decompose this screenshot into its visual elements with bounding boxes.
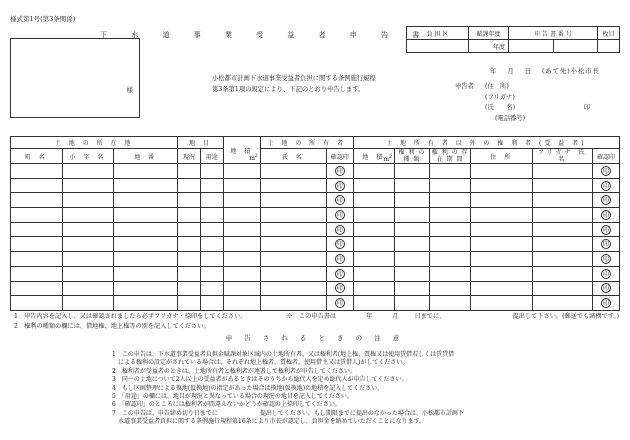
table-cell[interactable] bbox=[430, 296, 471, 311]
table-cell[interactable] bbox=[11, 252, 63, 267]
table-cell[interactable] bbox=[200, 237, 223, 252]
table-cell[interactable] bbox=[178, 237, 201, 252]
table-cell[interactable] bbox=[533, 237, 593, 252]
table-cell[interactable] bbox=[223, 222, 260, 237]
seal-mark: 印 bbox=[336, 167, 343, 175]
table-cell[interactable] bbox=[430, 237, 471, 252]
table-cell[interactable] bbox=[430, 222, 471, 237]
col-owner-name: 氏 名 bbox=[260, 149, 326, 164]
admin-district-value[interactable] bbox=[407, 40, 469, 53]
deadline-lead: ※ この申告書は bbox=[286, 313, 337, 320]
table-row bbox=[11, 164, 620, 179]
table-cell[interactable] bbox=[353, 252, 394, 267]
table-cell[interactable] bbox=[114, 222, 178, 237]
form-number: 様式第1号(第3条関係) bbox=[10, 15, 76, 23]
seal-cell[interactable] bbox=[593, 222, 620, 237]
intro-text: 小松都市計画下水道事業受益者負担に関する条例施行規程第3条第1項の規定により、下記のとおり申告します。 bbox=[212, 75, 376, 93]
table-cell[interactable] bbox=[533, 266, 593, 281]
table-cell[interactable] bbox=[200, 281, 223, 296]
table-cell[interactable] bbox=[260, 252, 326, 267]
seal-cell[interactable] bbox=[326, 208, 353, 223]
table-cell[interactable] bbox=[471, 193, 533, 208]
seal-mark: 印 bbox=[603, 167, 610, 175]
date-month: 月 bbox=[507, 68, 515, 75]
table-cell[interactable] bbox=[394, 266, 429, 281]
table-cell[interactable] bbox=[353, 193, 394, 208]
table-cell[interactable] bbox=[533, 164, 593, 179]
table-cell[interactable] bbox=[62, 266, 114, 281]
seal-mark: 印 bbox=[603, 197, 610, 205]
table-cell[interactable] bbox=[260, 193, 326, 208]
table-cell[interactable] bbox=[223, 164, 260, 179]
bottom-notes bbox=[14, 312, 619, 331]
seal-mark: 印 bbox=[603, 241, 610, 249]
note-item: 2 権利者が受益者のときは、土地所有者と権利者が連署して権利者が申告してください。 bbox=[112, 367, 356, 375]
seal-mark: 印 bbox=[603, 300, 610, 308]
table-cell[interactable] bbox=[533, 193, 593, 208]
table-cell[interactable] bbox=[223, 193, 260, 208]
table-cell[interactable] bbox=[430, 252, 471, 267]
header-area bbox=[223, 137, 260, 164]
seal-mark: 印 bbox=[336, 270, 343, 278]
table-cell[interactable] bbox=[353, 237, 394, 252]
table-cell[interactable] bbox=[62, 164, 114, 179]
table-cell[interactable] bbox=[533, 208, 593, 223]
admin-header-district: 負 担 区 bbox=[407, 27, 469, 40]
table-cell[interactable] bbox=[11, 208, 63, 223]
date-day: 日 bbox=[524, 68, 532, 75]
note-line-1 bbox=[14, 312, 619, 322]
col-use: 用途 bbox=[200, 149, 223, 164]
table-cell[interactable] bbox=[114, 266, 178, 281]
col-town: 町 名 bbox=[11, 149, 63, 164]
table-cell[interactable] bbox=[178, 296, 201, 311]
admin-year-value[interactable]: 年度 bbox=[469, 40, 509, 53]
table-cell[interactable] bbox=[471, 266, 533, 281]
seal-cell[interactable] bbox=[326, 237, 353, 252]
note-item: 6 「確認印」のところには権利者が間違えないかどうか確認の上捺印してください。 bbox=[112, 401, 341, 409]
col-area2 bbox=[353, 149, 394, 164]
table-cell[interactable] bbox=[178, 178, 201, 193]
form-title: 下 水 道 事 業 受 益 者 申 告 書 bbox=[100, 31, 431, 39]
table-cell[interactable] bbox=[178, 164, 201, 179]
seal-cell[interactable] bbox=[593, 296, 620, 311]
deadline-day: 日までに、 bbox=[414, 313, 446, 320]
applicant-phone-label: (電話番号) bbox=[495, 114, 526, 122]
table-cell[interactable] bbox=[114, 208, 178, 223]
applicant-name-label: (氏 名) bbox=[485, 104, 516, 111]
note-item: 4 もし区画整理による換地(仮換地)の指定があった場合は換地(仮換地)の地積を記入してください。 bbox=[112, 384, 384, 392]
note-item: 水道事業受益者負担に関する条例施行規程第16条により市長が認定し、負担金を納めていただくことになります。 bbox=[112, 418, 426, 426]
note-item: 5 「用途」の欄には、地目が現況と異なっている場合の現況の地目を記入してください。 bbox=[112, 393, 353, 401]
applicant-furigana-label: (フリガナ) bbox=[485, 93, 515, 101]
table-row bbox=[11, 208, 620, 223]
table-cell[interactable] bbox=[223, 237, 260, 252]
table-cell[interactable] bbox=[178, 208, 201, 223]
table-cell[interactable] bbox=[200, 178, 223, 193]
seal-cell[interactable] bbox=[326, 252, 353, 267]
table-cell[interactable] bbox=[200, 252, 223, 267]
table-cell[interactable] bbox=[200, 296, 223, 311]
table-cell[interactable] bbox=[178, 193, 201, 208]
table-cell[interactable] bbox=[394, 252, 429, 267]
seal-cell[interactable] bbox=[326, 266, 353, 281]
table-cell[interactable] bbox=[114, 237, 178, 252]
seal-cell[interactable] bbox=[593, 193, 620, 208]
table-cell[interactable] bbox=[200, 164, 223, 179]
table-cell[interactable] bbox=[200, 208, 223, 223]
note-2: 2 権利の種類の欄には、借地権、地上権等の別を記入してください。 bbox=[14, 322, 210, 330]
table-cell[interactable] bbox=[178, 222, 201, 237]
table-cell[interactable] bbox=[114, 252, 178, 267]
table-cell[interactable] bbox=[62, 193, 114, 208]
seal-mark: 印 bbox=[336, 226, 343, 234]
seal-cell[interactable] bbox=[593, 178, 620, 193]
table-cell[interactable] bbox=[114, 281, 178, 296]
table-cell[interactable] bbox=[114, 193, 178, 208]
table-row bbox=[11, 178, 620, 193]
seal-cell[interactable] bbox=[593, 237, 620, 252]
seal-cell[interactable] bbox=[326, 164, 353, 179]
table-cell[interactable] bbox=[353, 281, 394, 296]
table-cell[interactable] bbox=[260, 208, 326, 223]
table-cell[interactable] bbox=[533, 222, 593, 237]
admin-header-year: 賦課年度 bbox=[469, 27, 509, 40]
col-address: 住 所 bbox=[471, 149, 533, 164]
table-cell[interactable] bbox=[62, 222, 114, 237]
table-cell[interactable] bbox=[223, 281, 260, 296]
date-line bbox=[490, 66, 620, 75]
seal-mark: 印 bbox=[336, 211, 343, 219]
seal-mark: 印 bbox=[603, 226, 610, 234]
table-cell[interactable] bbox=[11, 237, 63, 252]
table-row bbox=[11, 266, 620, 281]
table-cell[interactable] bbox=[394, 237, 429, 252]
table-cell[interactable] bbox=[200, 266, 223, 281]
table-cell[interactable] bbox=[223, 266, 260, 281]
col-lot: 地 番 bbox=[114, 149, 178, 164]
table-cell[interactable] bbox=[353, 222, 394, 237]
table-row bbox=[11, 237, 620, 252]
table-cell[interactable] bbox=[260, 281, 326, 296]
seal-cell[interactable] bbox=[593, 281, 620, 296]
table-cell[interactable] bbox=[200, 222, 223, 237]
table-cell[interactable] bbox=[114, 164, 178, 179]
col-confirm-seal-2: 確認印 bbox=[593, 149, 620, 164]
table-cell[interactable] bbox=[11, 296, 63, 311]
table-cell[interactable] bbox=[178, 252, 201, 267]
table-cell[interactable] bbox=[260, 222, 326, 237]
header-category: 地 目 bbox=[178, 137, 223, 149]
seal-mark: 印 bbox=[603, 182, 610, 190]
table-cell[interactable] bbox=[11, 193, 63, 208]
note-item: 7 この申告は、申告締め切り日までに 提出してください。もし期限までに提出のなかった場合は、小松都市計画下 bbox=[112, 409, 464, 417]
date-year: 年 bbox=[490, 68, 498, 75]
table-cell[interactable] bbox=[471, 237, 533, 252]
table-cell[interactable] bbox=[430, 193, 471, 208]
table-cell[interactable] bbox=[260, 164, 326, 179]
table-cell[interactable] bbox=[260, 296, 326, 311]
seal-cell[interactable] bbox=[593, 266, 620, 281]
admin-header-page: 枚目 bbox=[598, 27, 620, 40]
table-cell[interactable] bbox=[533, 252, 593, 267]
deadline-year: 年 bbox=[366, 313, 373, 320]
table-cell[interactable] bbox=[223, 252, 260, 267]
table-cell[interactable] bbox=[178, 281, 201, 296]
col-area2-unit: $m^2$ bbox=[383, 155, 392, 163]
col-current: 現況 bbox=[178, 149, 201, 164]
seal-mark: 印 bbox=[336, 241, 343, 249]
col-furigana-name: フリガナ 氏 名 bbox=[533, 149, 593, 164]
header-location: 土 地 の 所 在 地 bbox=[11, 137, 178, 149]
notes-heading: 申 告 さ れ る と き の 注 意 bbox=[225, 334, 405, 342]
seal-cell[interactable] bbox=[326, 296, 353, 311]
applicant-address-label: (住 所) bbox=[485, 83, 509, 90]
seal-cell[interactable] bbox=[593, 208, 620, 223]
table-row bbox=[11, 222, 620, 237]
table-cell[interactable] bbox=[62, 237, 114, 252]
date-addressee: (あて先)小松市長 bbox=[541, 68, 600, 75]
col-right-period: 権 利 の 存 在 期 間 bbox=[430, 149, 471, 164]
seal-cell[interactable] bbox=[593, 164, 620, 179]
table-cell[interactable] bbox=[430, 164, 471, 179]
seal-mark: 印 bbox=[336, 197, 343, 205]
table-cell[interactable] bbox=[533, 281, 593, 296]
applicant-block bbox=[455, 82, 625, 124]
seal-mark: 印 bbox=[336, 300, 343, 308]
seal-cell[interactable] bbox=[326, 222, 353, 237]
applicant-label: 申告者 bbox=[455, 83, 474, 90]
table-cell[interactable] bbox=[11, 281, 63, 296]
col-aza: 小 字 名 bbox=[62, 149, 114, 164]
table-cell[interactable] bbox=[223, 296, 260, 311]
table-cell[interactable] bbox=[394, 208, 429, 223]
table-cell[interactable] bbox=[471, 252, 533, 267]
table-cell[interactable] bbox=[62, 252, 114, 267]
table-cell[interactable] bbox=[62, 281, 114, 296]
table-cell[interactable] bbox=[353, 178, 394, 193]
seal-mark: 印 bbox=[603, 285, 610, 293]
seal-mark: 印 bbox=[336, 255, 343, 263]
table-cell[interactable] bbox=[62, 178, 114, 193]
table-cell[interactable] bbox=[353, 164, 394, 179]
table-cell[interactable] bbox=[471, 281, 533, 296]
table-cell[interactable] bbox=[62, 296, 114, 311]
table-cell[interactable] bbox=[178, 266, 201, 281]
col-area2-label: 地 積 bbox=[362, 153, 386, 161]
header-owner: 土 地 の 所 有 者 bbox=[260, 137, 353, 149]
table-cell[interactable] bbox=[260, 237, 326, 252]
land-table bbox=[10, 136, 620, 311]
table-cell[interactable] bbox=[114, 296, 178, 311]
table-cell[interactable] bbox=[430, 208, 471, 223]
table-cell[interactable] bbox=[471, 296, 533, 311]
header-other-rights: 土 地 所 有 者 以 外 の 権 利 者 (受 益 者) bbox=[353, 137, 619, 149]
col-right-type: 権 利 の 種 類 bbox=[394, 149, 429, 164]
table-row bbox=[11, 193, 620, 208]
note-item: による権利の設定がされている場合は、それぞれ地上権者、質権者、使用借主又は賃借人)がしてください。 bbox=[112, 359, 409, 367]
table-cell[interactable] bbox=[430, 178, 471, 193]
table-cell[interactable] bbox=[353, 266, 394, 281]
table-cell[interactable] bbox=[471, 222, 533, 237]
admin-number-value-b[interactable] bbox=[553, 40, 598, 53]
addressee-box bbox=[10, 38, 140, 118]
applicant-seal: 印 bbox=[583, 104, 590, 111]
seal-mark: 印 bbox=[603, 211, 610, 219]
table-cell[interactable] bbox=[353, 296, 394, 311]
addressee-suffix: 様 bbox=[126, 86, 133, 94]
table-cell[interactable] bbox=[223, 208, 260, 223]
table-cell[interactable] bbox=[223, 178, 260, 193]
table-cell[interactable] bbox=[394, 222, 429, 237]
table-cell[interactable] bbox=[260, 266, 326, 281]
table-cell[interactable] bbox=[394, 164, 429, 179]
note-line-2 bbox=[14, 322, 619, 332]
admin-header-number: 申 告 書 番 号 bbox=[509, 27, 598, 40]
table-cell[interactable] bbox=[394, 281, 429, 296]
table-row bbox=[11, 252, 620, 267]
notes-list bbox=[112, 351, 622, 427]
table-cell[interactable] bbox=[260, 178, 326, 193]
header-area-label: 地 積 bbox=[230, 147, 254, 155]
deadline-month: 月 bbox=[392, 313, 399, 320]
note-item: 3 同一の土地について2人以上の受益者があるときはそのうちから総代人を定め総代人が申告してください。 bbox=[112, 376, 408, 384]
seal-mark: 印 bbox=[603, 270, 610, 278]
seal-mark: 印 bbox=[336, 285, 343, 293]
table-cell[interactable] bbox=[394, 193, 429, 208]
table-cell[interactable] bbox=[62, 208, 114, 223]
header-area-unit: $m^2$ bbox=[249, 154, 258, 162]
table-cell[interactable] bbox=[353, 208, 394, 223]
table-cell[interactable] bbox=[11, 266, 63, 281]
table-cell[interactable] bbox=[430, 281, 471, 296]
land-table-body bbox=[11, 164, 620, 311]
table-cell[interactable] bbox=[533, 178, 593, 193]
table-cell[interactable] bbox=[471, 178, 533, 193]
admin-page-value[interactable] bbox=[598, 40, 620, 53]
seal-mark: 印 bbox=[603, 255, 610, 263]
seal-cell[interactable] bbox=[326, 281, 353, 296]
admin-number-value-a[interactable] bbox=[509, 40, 554, 53]
seal-cell[interactable] bbox=[593, 252, 620, 267]
table-cell[interactable] bbox=[11, 178, 63, 193]
table-cell[interactable] bbox=[430, 266, 471, 281]
table-cell[interactable] bbox=[11, 164, 63, 179]
seal-mark: 印 bbox=[336, 182, 343, 190]
table-cell[interactable] bbox=[533, 296, 593, 311]
table-cell[interactable] bbox=[471, 164, 533, 179]
seal-cell[interactable] bbox=[326, 193, 353, 208]
admin-table bbox=[406, 26, 620, 53]
table-cell[interactable] bbox=[471, 208, 533, 223]
deadline-tail: 提出して下さい。(郵送でも結構です。) bbox=[512, 313, 619, 320]
note-1: 1 申告内容を記入し、又は確認されましたら必ずフリガナ・捺印をしてください。 bbox=[14, 313, 247, 320]
note-item: 1 この申告は、下水道事業受益者負担金賦課対象区域内の土地所有者、又は権利者(地上権、質権又は使用賃借若しくは賃貸借 bbox=[112, 351, 455, 358]
table-cell[interactable] bbox=[11, 222, 63, 237]
table-cell[interactable] bbox=[394, 296, 429, 311]
table-cell[interactable] bbox=[114, 178, 178, 193]
table-cell[interactable] bbox=[394, 178, 429, 193]
table-cell[interactable] bbox=[200, 193, 223, 208]
table-row bbox=[11, 281, 620, 296]
seal-cell[interactable] bbox=[326, 178, 353, 193]
table-row bbox=[11, 296, 620, 311]
col-confirm-seal: 確認印 bbox=[326, 149, 353, 164]
